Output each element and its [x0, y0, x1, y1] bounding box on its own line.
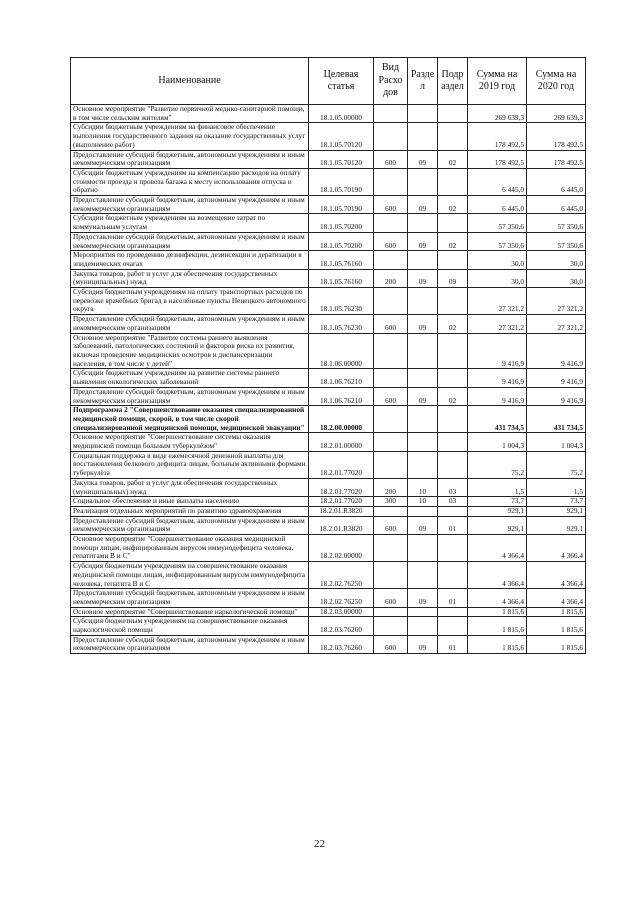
cell-section: [408, 562, 438, 589]
cell-sum-2019: 1 815,6: [468, 607, 527, 617]
table-row: [71, 497, 586, 507]
cell-section: [408, 451, 438, 478]
header-subsection: Подр аздел: [438, 58, 468, 105]
cell-subsection: 02: [438, 387, 468, 405]
cell-section: 09: [408, 315, 438, 333]
cell-sum-2019: 4 366,4: [468, 535, 527, 562]
table-row: [71, 406, 586, 433]
cell-section: [408, 333, 438, 369]
table-row: [71, 269, 586, 287]
cell-section: 10: [408, 478, 438, 496]
cell-subsection: [438, 214, 468, 232]
cell-target-article: 18.2.01.R3820: [309, 516, 374, 534]
header-expense-type: Вид Расхо дов: [374, 58, 408, 105]
cell-target-article: 18.2.02.76250: [309, 589, 374, 607]
cell-target-article: 18.2.01.R3820: [309, 506, 374, 516]
cell-subsection: [438, 105, 468, 123]
cell-expense-type: 300: [374, 497, 408, 507]
cell-sum-2020: 30,0: [527, 269, 586, 287]
cell-expense-type: [374, 406, 408, 433]
cell-sum-2020: 9 416,9: [527, 387, 586, 405]
cell-section: [408, 617, 438, 635]
cell-target-article: 18.1.06.76210: [309, 369, 374, 387]
cell-expense-type: [374, 105, 408, 123]
cell-expense-type: 600: [374, 387, 408, 405]
cell-sum-2020: 27 321,2: [527, 288, 586, 315]
table-row: [71, 433, 586, 451]
cell-sum-2020: 6 445,0: [527, 168, 586, 195]
cell-subsection: 03: [438, 478, 468, 496]
cell-subsection: 02: [438, 315, 468, 333]
cell-expense-type: [374, 214, 408, 232]
cell-sum-2020: 27 321,2: [527, 315, 586, 333]
cell-target-article: 18.1.05.70190: [309, 168, 374, 195]
cell-target-article: 18.1.05.70120: [309, 123, 374, 150]
table-row: [71, 478, 586, 496]
cell-expense-type: [374, 506, 408, 516]
table-row: [71, 617, 586, 635]
cell-sum-2020: 30,0: [527, 251, 586, 269]
cell-subsection: [438, 123, 468, 150]
cell-sum-2019: 30,0: [468, 269, 527, 287]
cell-sum-2019: 1 004,3: [468, 433, 527, 451]
cell-subsection: [438, 369, 468, 387]
table-row: [71, 635, 586, 653]
cell-expense-type: [374, 562, 408, 589]
cell-section: [408, 433, 438, 451]
cell-sum-2019: 57 350,6: [468, 214, 527, 232]
table-row: [71, 196, 586, 214]
cell-expense-type: [374, 617, 408, 635]
cell-section: [408, 123, 438, 150]
budget-table: [70, 57, 586, 654]
cell-sum-2020: 4 366,4: [527, 562, 586, 589]
cell-sum-2020: 57 350,6: [527, 214, 586, 232]
cell-expense-type: 600: [374, 232, 408, 250]
header-target-article: Целевая статья: [309, 58, 374, 105]
cell-subsection: [438, 535, 468, 562]
cell-sum-2019: 75,2: [468, 451, 527, 478]
cell-subsection: [438, 168, 468, 195]
cell-subsection: [438, 433, 468, 451]
cell-section: 09: [408, 635, 438, 653]
cell-sum-2019: 30,0: [468, 251, 527, 269]
cell-expense-type: [374, 251, 408, 269]
table-body: [71, 105, 586, 654]
cell-target-article: 18.2.02.00000: [309, 535, 374, 562]
cell-section: 09: [408, 196, 438, 214]
cell-target-article: 18.2.03.76260: [309, 635, 374, 653]
cell-name: Основное мероприятие "Совершенствование системы оказания медицинской помощи больным туберкулёзом": [71, 433, 309, 451]
cell-name: Субсидии бюджетным учреждениям на компенсацию расходов на оплату стоимости проезда и провоза багажа к месту использования отпуска и обратно: [71, 168, 309, 195]
cell-target-article: 18.1.05.76160: [309, 251, 374, 269]
cell-name: Предоставление субсидий бюджетным, автономным учреждениям и иным некоммерческим организациям: [71, 150, 309, 168]
cell-name: Закупка товаров, работ и услуг для обеспечения государственных (муниципальных) нужд: [71, 269, 309, 287]
cell-sum-2019: 9 416,9: [468, 333, 527, 369]
cell-name: Предоставление субсидий бюджетным, автономным учреждениям и иным некоммерческим организациям: [71, 387, 309, 405]
cell-subsection: 02: [438, 232, 468, 250]
cell-sum-2020: 1 815,6: [527, 635, 586, 653]
cell-section: 09: [408, 589, 438, 607]
table-row: [71, 315, 586, 333]
table-row: [71, 105, 586, 123]
table-row: [71, 451, 586, 478]
cell-sum-2020: 431 734,5: [527, 406, 586, 433]
cell-expense-type: [374, 168, 408, 195]
cell-name: Субсидии бюджетным учреждениям на возмещение затрат по коммунальным услугам: [71, 214, 309, 232]
cell-sum-2019: 4 366,4: [468, 562, 527, 589]
cell-target-article: 18.1.05.76160: [309, 269, 374, 287]
cell-name: Субсидия бюджетным учреждениям на оплату транспортных расходов по перевозке врачебных бригад в населённые пункты Ненецкого автономного округа: [71, 288, 309, 315]
cell-sum-2019: 929,1: [468, 506, 527, 516]
cell-sum-2020: 178 492,5: [527, 123, 586, 150]
cell-name: Реализация отдельных мероприятий по развитию здравоохранения: [71, 506, 309, 516]
budget-table-container: [70, 57, 585, 654]
cell-target-article: 18.2.01.77020: [309, 451, 374, 478]
cell-name: Субсидия бюджетным учреждениям на совершенствование оказания наркологической помощи: [71, 617, 309, 635]
cell-section: 09: [408, 232, 438, 250]
cell-sum-2019: 6 445,0: [468, 168, 527, 195]
cell-target-article: 18.1.05.00000: [309, 105, 374, 123]
cell-subsection: [438, 288, 468, 315]
cell-name: Социальная поддержка в виде ежемесячной денежной выплаты для восстановления белкового дефицита лицам, больным активными формами туберкулёза: [71, 451, 309, 478]
cell-sum-2020: 57 350,6: [527, 232, 586, 250]
cell-target-article: 18.2.00.00000: [309, 406, 374, 433]
cell-sum-2020: 269 639,3: [527, 105, 586, 123]
cell-target-article: 18.2.01.00000: [309, 433, 374, 451]
cell-sum-2020: 6 445,0: [527, 196, 586, 214]
cell-section: [408, 535, 438, 562]
cell-sum-2019: 178 492,5: [468, 123, 527, 150]
cell-section: [408, 506, 438, 516]
cell-section: [408, 214, 438, 232]
cell-sum-2020: 75,2: [527, 451, 586, 478]
cell-name: Основное мероприятие "Развитие системы раннего выявления заболеваний, патологических состояний и факторов риска их развития, включая проведение медицинских осмотров и диспансеризации населения, в том числе у детей": [71, 333, 309, 369]
cell-section: [408, 251, 438, 269]
cell-sum-2020: 1 004,3: [527, 433, 586, 451]
cell-name: Предоставление субсидий бюджетным, автономным учреждениям и иным некоммерческим организациям: [71, 516, 309, 534]
cell-expense-type: 600: [374, 315, 408, 333]
cell-expense-type: [374, 333, 408, 369]
header-name: Наименование: [71, 58, 309, 105]
cell-expense-type: [374, 369, 408, 387]
cell-name: Основное мероприятие "Совершенствование наркологической помощи": [71, 607, 309, 617]
cell-subsection: 01: [438, 589, 468, 607]
cell-expense-type: [374, 607, 408, 617]
cell-subsection: 02: [438, 196, 468, 214]
cell-name: Субсидии бюджетным учреждениям на развитие системы раннего выявления онкологических заболеваний: [71, 369, 309, 387]
cell-sum-2019: 178 492,5: [468, 150, 527, 168]
cell-target-article: 18.2.03.00000: [309, 607, 374, 617]
cell-section: [408, 105, 438, 123]
table-row: [71, 516, 586, 534]
cell-target-article: 18.2.02.76250: [309, 562, 374, 589]
table-row: [71, 251, 586, 269]
cell-target-article: 18.1.06.76210: [309, 387, 374, 405]
cell-sum-2019: 27 321,2: [468, 315, 527, 333]
cell-sum-2020: 929,1: [527, 506, 586, 516]
cell-target-article: 18.1.05.70200: [309, 214, 374, 232]
cell-name: Предоставление субсидий бюджетным, автономным учреждениям и иным некоммерческим организациям: [71, 196, 309, 214]
cell-sum-2020: 9 416,9: [527, 369, 586, 387]
cell-subsection: 02: [438, 150, 468, 168]
cell-subsection: 03: [438, 497, 468, 507]
table-row: [71, 589, 586, 607]
cell-sum-2019: 929,1: [468, 516, 527, 534]
table-row: [71, 232, 586, 250]
cell-sum-2019: 6 445,0: [468, 196, 527, 214]
cell-expense-type: 200: [374, 478, 408, 496]
cell-sum-2019: 1 815,6: [468, 617, 527, 635]
cell-expense-type: 200: [374, 269, 408, 287]
cell-sum-2019: 269 639,3: [468, 105, 527, 123]
table-row: [71, 168, 586, 195]
cell-name: Закупка товаров, работ и услуг для обеспечения государственных (муниципальных) нужд: [71, 478, 309, 496]
cell-name: Субсидии бюджетным учреждениям на финансовое обеспечение выполнения государственного задания на оказание государственных услуг (выполнение работ): [71, 123, 309, 150]
cell-subsection: 09: [438, 269, 468, 287]
table-header-row: [71, 58, 586, 105]
cell-target-article: 18.2.01.77020: [309, 497, 374, 507]
cell-subsection: 01: [438, 635, 468, 653]
header-section: Разде л: [408, 58, 438, 105]
table-row: [71, 123, 586, 150]
cell-name: Субсидия бюджетным учреждениям на совершенствование оказания медицинской помощи лицам, инфицированным вирусом иммунодефицита человека, гепатита В и С: [71, 562, 309, 589]
cell-sum-2019: 4 366,4: [468, 589, 527, 607]
cell-target-article: 18.1.05.70120: [309, 150, 374, 168]
cell-subsection: [438, 406, 468, 433]
table-row: [71, 369, 586, 387]
cell-name: Предоставление субсидий бюджетным, автономным учреждениям и иным некоммерческим организациям: [71, 232, 309, 250]
header-sum-2019: Сумма на 2019 год: [468, 58, 527, 105]
cell-section: [408, 168, 438, 195]
cell-expense-type: 600: [374, 635, 408, 653]
cell-sum-2020: 929,1: [527, 516, 586, 534]
cell-expense-type: 600: [374, 196, 408, 214]
cell-subsection: [438, 562, 468, 589]
table-row: [71, 150, 586, 168]
cell-subsection: [438, 506, 468, 516]
cell-section: 09: [408, 387, 438, 405]
cell-expense-type: 600: [374, 589, 408, 607]
cell-name: Мероприятия по проведению дезинфекции, дезинсекции и дератизации в эпидемических очагах: [71, 251, 309, 269]
cell-section: [408, 607, 438, 617]
table-row: [71, 535, 586, 562]
cell-name: Предоставление субсидий бюджетным, автономным учреждениям и иным некоммерческим организациям: [71, 589, 309, 607]
cell-sum-2019: 1 815,6: [468, 635, 527, 653]
header-sum-2020: Сумма на 2020 год: [527, 58, 586, 105]
table-row: [71, 214, 586, 232]
cell-target-article: 18.1.05.76230: [309, 288, 374, 315]
cell-expense-type: [374, 535, 408, 562]
cell-subsection: 01: [438, 516, 468, 534]
table-row: [71, 506, 586, 516]
cell-name: Предоставление субсидий бюджетным, автономным учреждениям и иным некоммерческим организациям: [71, 635, 309, 653]
page-number: 22: [314, 838, 325, 850]
table-row: [71, 288, 586, 315]
table-row: [71, 607, 586, 617]
cell-name: Предоставление субсидий бюджетным, автономным учреждениям и иным некоммерческим организациям: [71, 315, 309, 333]
cell-expense-type: [374, 433, 408, 451]
cell-target-article: 18.2.01.77020: [309, 478, 374, 496]
cell-name: Подпрограмма 2 "Совершенствование оказания специализированной медицинской помощи, скорой, в том числе скорой специализированной медицинской помощи, медицинской эвакуации": [71, 406, 309, 433]
cell-subsection: [438, 451, 468, 478]
cell-section: [408, 406, 438, 433]
cell-expense-type: 600: [374, 150, 408, 168]
cell-target-article: 18.1.05.76230: [309, 315, 374, 333]
cell-target-article: 18.1.05.70200: [309, 232, 374, 250]
cell-section: 09: [408, 269, 438, 287]
cell-sum-2019: 57 350,6: [468, 232, 527, 250]
table-row: [71, 387, 586, 405]
cell-sum-2020: 9 416,9: [527, 333, 586, 369]
cell-sum-2019: 9 416,9: [468, 387, 527, 405]
cell-subsection: [438, 617, 468, 635]
cell-target-article: 18.1.05.70190: [309, 196, 374, 214]
cell-sum-2020: 1,5: [527, 478, 586, 496]
table-row: [71, 562, 586, 589]
table-row: [71, 333, 586, 369]
cell-sum-2019: 431 734,5: [468, 406, 527, 433]
cell-sum-2019: 1,5: [468, 478, 527, 496]
cell-expense-type: [374, 451, 408, 478]
cell-subsection: [438, 333, 468, 369]
cell-expense-type: 600: [374, 516, 408, 534]
cell-section: 09: [408, 150, 438, 168]
cell-name: Основное мероприятие "Развитие первичной медико-санитарной помощи, в том числе сельским жителям": [71, 105, 309, 123]
cell-sum-2020: 73,7: [527, 497, 586, 507]
cell-target-article: 18.1.06.00000: [309, 333, 374, 369]
cell-section: 10: [408, 497, 438, 507]
cell-sum-2020: 4 366,4: [527, 535, 586, 562]
cell-name: Основное мероприятие "Совершенствование оказания медицинской помощи лицам, инфицированным вирусом иммунодефицита человека, гепатитами В и С": [71, 535, 309, 562]
cell-target-article: 18.2.03.76260: [309, 617, 374, 635]
cell-sum-2020: 178 492,5: [527, 150, 586, 168]
cell-name: Социальное обеспечение и иные выплаты населению: [71, 497, 309, 507]
cell-expense-type: [374, 123, 408, 150]
cell-section: 09: [408, 516, 438, 534]
cell-subsection: [438, 607, 468, 617]
cell-sum-2019: 9 416,9: [468, 369, 527, 387]
cell-expense-type: [374, 288, 408, 315]
cell-sum-2020: 1 815,6: [527, 607, 586, 617]
cell-sum-2020: 4 366,4: [527, 589, 586, 607]
cell-subsection: [438, 251, 468, 269]
cell-sum-2019: 73,7: [468, 497, 527, 507]
cell-section: [408, 288, 438, 315]
cell-section: [408, 369, 438, 387]
cell-sum-2019: 27 321,2: [468, 288, 527, 315]
cell-sum-2020: 1 815,6: [527, 617, 586, 635]
